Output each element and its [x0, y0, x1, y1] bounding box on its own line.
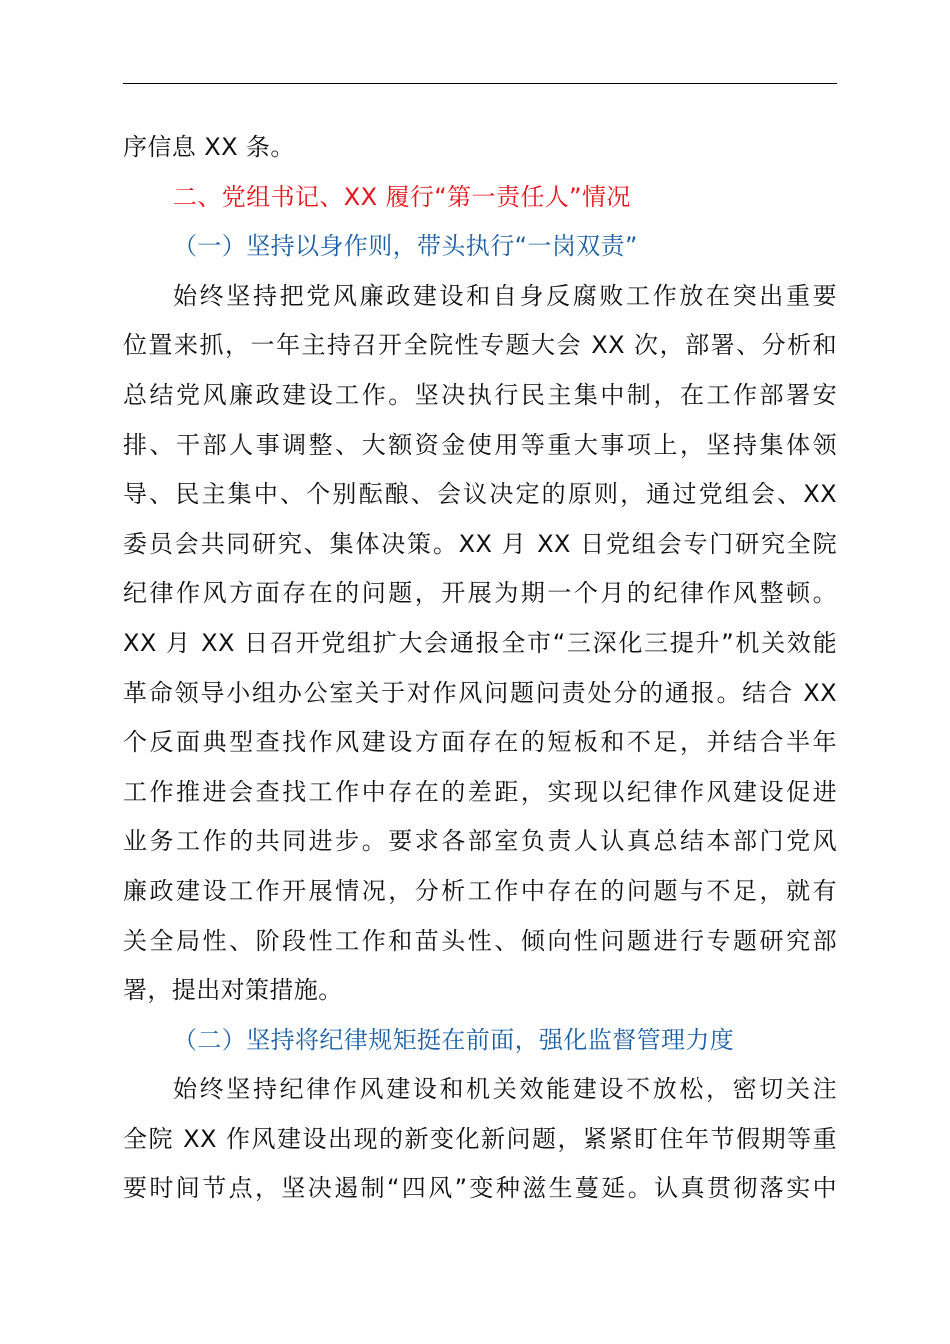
body-text-line: 导、民主集中、个别酝酿、会议决定的原则，通过党组会、XX [123, 480, 837, 509]
header-rule [123, 83, 837, 84]
body-text-line: 业务工作的共同进步。要求各部室负责人认真总结本部门党风 [123, 827, 837, 856]
subsection-heading: （二）坚持将纪律规矩挺在前面，强化监督管理力度 [173, 1025, 735, 1054]
body-text-line: 位置来抓，一年主持召开全院性专题大会 XX 次，部署、分析和 [123, 331, 837, 360]
body-text-line: XX 月 XX 日召开党组扩大会通报全市“三深化三提升”机关效能 [123, 628, 837, 657]
body-text-line: 始终坚持把党风廉政建设和自身反腐败工作放在突出重要 [173, 281, 837, 310]
body-text-line: 委员会共同研究、集体决策。XX 月 XX 日党组会专门研究全院 [123, 529, 837, 558]
body-text-line: 要时间节点，坚决遏制“四风”变种滋生蔓延。认真贯彻落实中 [123, 1174, 837, 1203]
body-text-line: 署，提出对策措施。 [123, 976, 343, 1005]
body-text-line: 关全局性、阶段性工作和苗头性、倾向性问题进行专题研究部 [123, 926, 837, 955]
document-body [123, 123, 843, 1214]
body-text-line: 序信息 XX 条。 [123, 133, 295, 161]
body-text-line: 始终坚持纪律作风建设和机关效能建设不放松，密切关注 [173, 1075, 837, 1104]
section-heading: 二、党组书记、XX 履行“第一责任人”情况 [173, 182, 631, 211]
subsection-heading: （一）坚持以身作则，带头执行“一岗双责” [173, 232, 638, 261]
body-text-line: 排、干部人事调整、大额资金使用等重大事项上，坚持集体领 [123, 430, 837, 459]
body-text-line: 革命领导小组办公室关于对作风问题问责处分的通报。结合 XX [123, 678, 837, 707]
body-text-line: 廉政建设工作开展情况，分析工作中存在的问题与不足，就有 [123, 876, 837, 905]
body-text-line: 纪律作风方面存在的问题，开展为期一个月的纪律作风整顿。 [123, 579, 837, 608]
body-text-line: 全院 XX 作风建设出现的新变化新问题，紧紧盯住年节假期等重 [123, 1124, 837, 1153]
body-text-line: 工作推进会查找工作中存在的差距，实现以纪律作风建设促进 [123, 777, 837, 806]
body-text-line: 个反面典型查找作风建设方面存在的短板和不足，并结合半年 [123, 728, 837, 757]
body-text-line: 总结党风廉政建设工作。坚决执行民主集中制，在工作部署安 [123, 380, 837, 409]
